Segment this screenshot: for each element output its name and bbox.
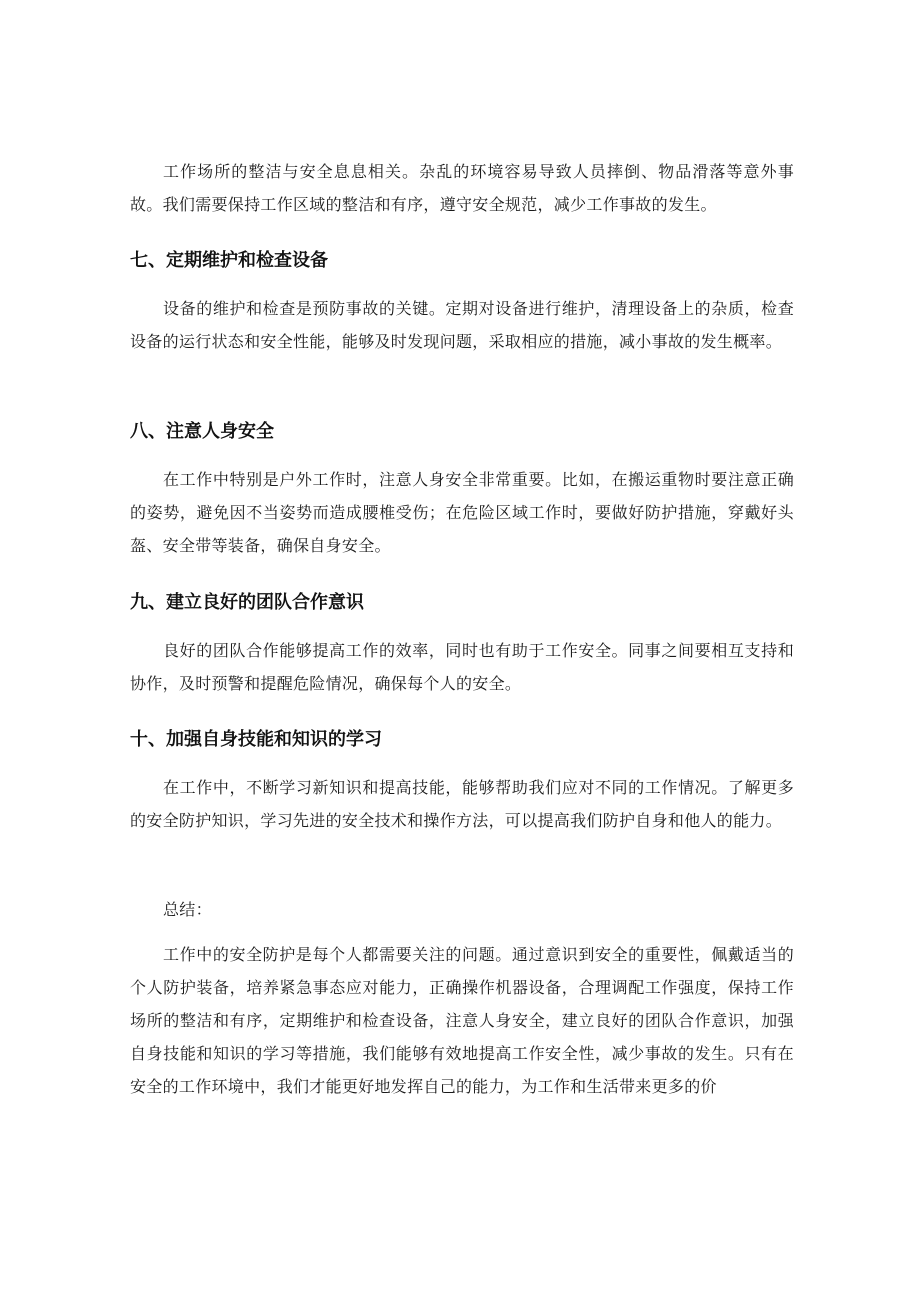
paragraph-equipment-maintenance: 设备的维护和检查是预防事故的关键。定期对设备进行维护，清理设备上的杂质，检查设备的运行状态和安全性能，能够及时发现问题，采取相应的措施，减小事故的发生概率。 — [130, 299, 794, 351]
section-7-body — [130, 292, 794, 358]
section-8-body — [130, 463, 794, 562]
section-9 — [130, 588, 794, 618]
summary-block — [130, 938, 794, 1103]
section-7 — [130, 246, 794, 276]
paragraph-workplace-tidiness: 工作场所的整洁与安全息息相关。杂乱的环境容易导致人员摔倒、物品滑落等意外事故。我们需要保持工作区域的整洁和有序，遵守安全规范，减少工作事故的发生。 — [130, 162, 794, 214]
intro-section — [130, 155, 794, 221]
summary-label: 总结： — [163, 900, 212, 919]
section-10-body — [130, 771, 794, 837]
paragraph-skills-learning: 在工作中，不断学习新知识和提高技能，能够帮助我们应对不同的工作情况。了解更多的安全防护知识，学习先进的安全技术和操作方法，可以提高我们防护自身和他人的能力。 — [130, 778, 794, 830]
section-9-body — [130, 634, 794, 700]
section-10 — [130, 725, 794, 755]
summary-label-block — [130, 893, 794, 926]
section-heading-8: 八、注意人身安全 — [130, 421, 274, 442]
section-8 — [130, 417, 794, 447]
section-heading-9: 九、建立良好的团队合作意识 — [130, 592, 364, 613]
section-heading-10: 十、加强自身技能和知识的学习 — [130, 729, 382, 750]
section-heading-7: 七、定期维护和检查设备 — [130, 250, 328, 271]
paragraph-summary: 工作中的安全防护是每个人都需要关注的问题。通过意识到安全的重要性，佩戴适当的个人防护装备，培养紧急事态应对能力，正确操作机器设备，合理调配工作强度，保持工作场所的整洁和有序，定期维护和检查设备，注意人身安全，建立良好的团队合作意识，加强自身技能和知识的学习等措施，我们能够有效地提高工作安全性，减少事故的发生。只有在安全的工作环境中，我们才能更好地发挥自己的能力，为工作和生活带来更多的价 — [130, 945, 794, 1096]
paragraph-personal-safety: 在工作中特别是户外工作时，注意人身安全非常重要。比如，在搬运重物时要注意正确的姿势，避免因不当姿势而造成腰椎受伤；在危险区域工作时，要做好防护措施，穿戴好头盔、安全带等装备，确保自身安全。 — [130, 470, 794, 555]
paragraph-teamwork: 良好的团队合作能够提高工作的效率，同时也有助于工作安全。同事之间要相互支持和协作，及时预警和提醒危险情况，确保每个人的安全。 — [130, 641, 794, 693]
